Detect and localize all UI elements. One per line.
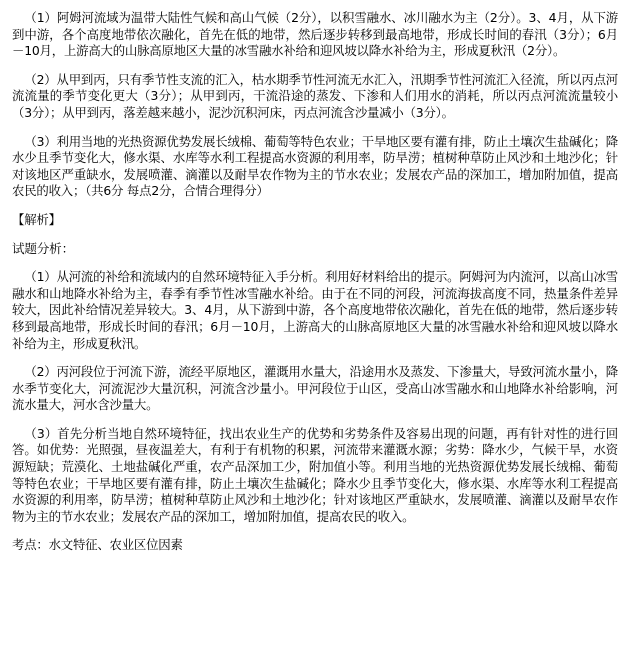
analysis-heading: 试题分析： [12, 240, 74, 256]
analysis-tag: 【解析】 [12, 211, 61, 227]
knowledge-point: 考点：水文特征、农业区位因素 [12, 537, 183, 553]
analysis-paragraph-1: （1）从河流的补给和流域内的自然环境特征入手分析。利用好材料给出的提示。阿姆河为内流河，以高山冰雪融水和山地降水补给为主，春季有季节性冰雪融水补给。由于在不同的河段，河流海拔高度不同，热量条件差异较大，因此补给情况差异较大。3、4月，从下游到中游，各个高度地带依次融化，首先在低的地带，然后逐步转移到最高地带，形成长时间的春汛；6月－10月，上游高大的山脉高原地区大量的冰雪融水补给和迎风坡以降水补给为主，形成夏秋汛。 [12, 269, 618, 351]
answer-paragraph-2: （2）从甲到丙，只有季节性支流的汇入，枯水期季节性河流无水汇入，汛期季节性河流汇入径流，所以丙点河流流量的季节变化更大（3分）；从甲到丙，干流沿途的蒸发、下渗和人们用水的消耗，所以丙点河流流量较小（3分）；从甲到丙，落差越来越小，泥沙沉积河床，丙点河流含沙量减小（3分）。 [12, 71, 618, 120]
analysis-paragraph-2: （2）丙河段位于河流下游，流经平原地区，灌溉用水量大，沿途用水及蒸发、下渗量大，导致河流水量小，降水季节变化大，河流泥沙大量沉积，河流含沙量小。甲河段位于山区，受高山冰雪融水和山地降水补给影响，河流水量大，河水含沙量大。 [12, 364, 618, 413]
answer-paragraph-1: （1）阿姆河流域为温带大陆性气候和高山气候（2分），以积雪融水、冰川融水为主（2分）。3、4月，从下游到中游，各个高度地带依次融化，首先在低的地带，然后逐步转移到最高地带，形成长时间的春汛（3分）；6月－10月，上游高大的山脉高原地区大量的冰雪融水补给和迎风坡以降水补给为主，形成夏秋汛（2分）。 [12, 10, 618, 59]
analysis-paragraph-3: （3）首先分析当地自然环境特征，找出农业生产的优势和劣势条件及容易出现的问题，再有针对性的进行回答。如优势：光照强，昼夜温差大，有利于有机物的积累，河流带来灌溉水源；劣势：降水少，气候干旱，水资源短缺；荒漠化、土地盐碱化严重，农产品深加工少，附加值小等。利用当地的光热资源优势发展长绒棉、葡萄等特色农业；干旱地区要有灌有排，防止土壤次生盐碱化；降水少且季节变化大，修水渠、水库等水利工程提高水资源的利用率，防旱涝；植树种草防止风沙和土地沙化；针对该地区严重缺水，发展喷灌、滴灌以及耐旱农作物为主的节水农业；发展农产品的深加工，增加附加值，提高农民的收入。 [12, 425, 618, 524]
answer-paragraph-3: （3）利用当地的光热资源优势发展长绒棉、葡萄等特色农业；干旱地区要有灌有排，防止土壤次生盐碱化；降水少且季节变化大，修水渠、水库等水利工程提高水资源的利用率，防旱涝；植树种草防止风沙和土地沙化；针对该地区严重缺水，发展喷灌、滴灌以及耐旱农作物为主的节水农业；发展农产品的深加工，增加附加值，提高农民的收入；（共6分 每点2分，合情合理得分） [12, 133, 618, 199]
